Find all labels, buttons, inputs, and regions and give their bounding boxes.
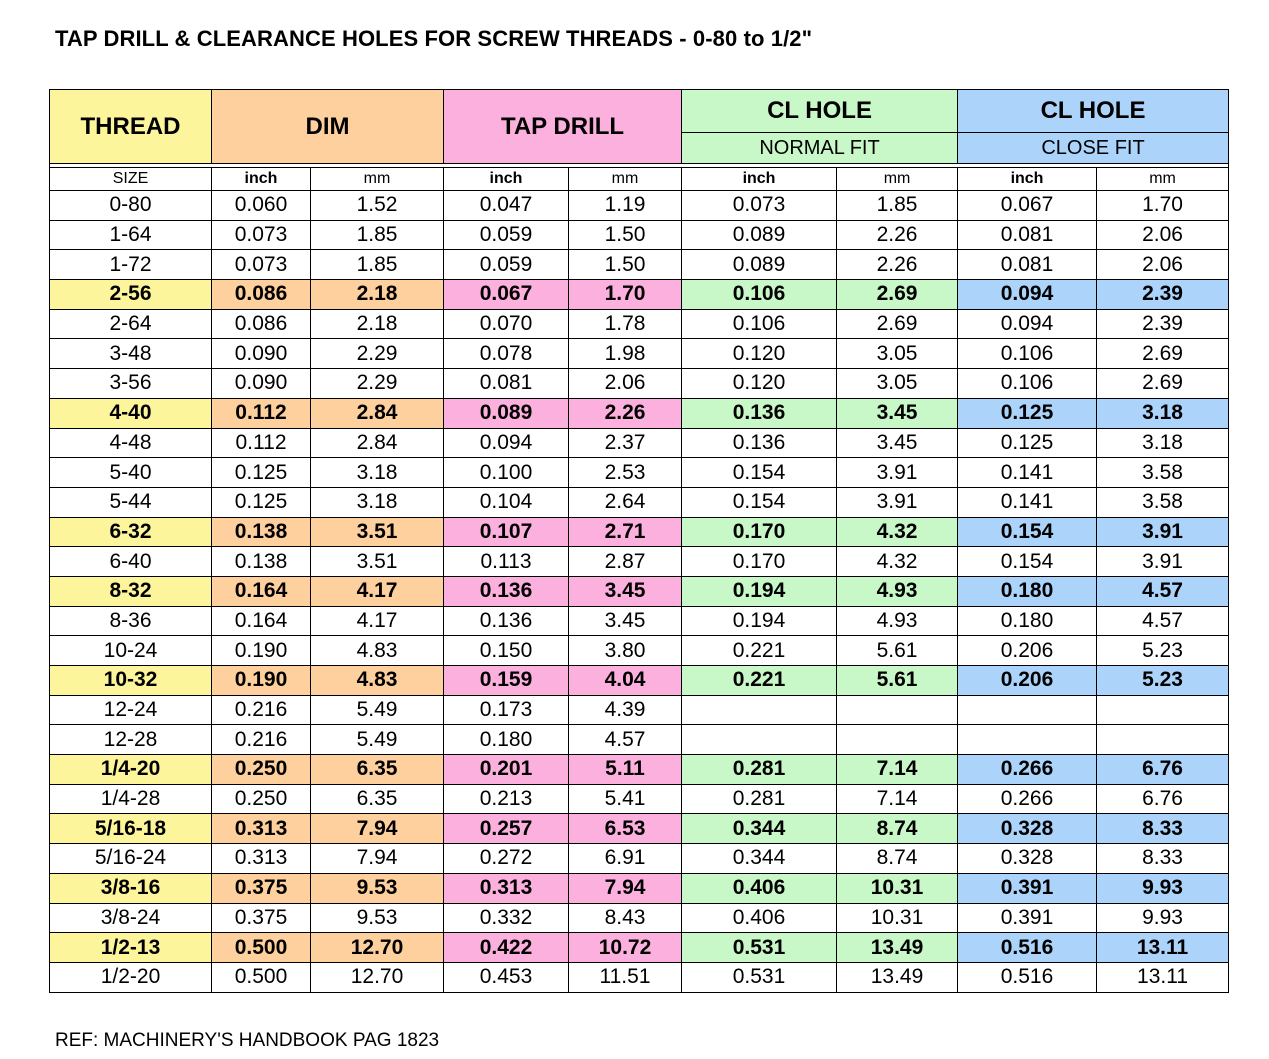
header-close-fit: CLOSE FIT xyxy=(958,133,1229,164)
cl-close-inch-cell: 0.081 xyxy=(958,220,1097,250)
tap-drill-mm-cell: 3.45 xyxy=(569,606,682,636)
cl-normal-mm-cell: 2.26 xyxy=(837,250,958,280)
cl-close-inch-cell: 0.081 xyxy=(958,250,1097,280)
cl-normal-inch-cell: 0.170 xyxy=(682,517,837,547)
dim-mm-cell: 3.51 xyxy=(311,547,444,577)
cl-normal-mm-cell: 13.49 xyxy=(837,933,958,963)
tap-drill-mm-cell: 1.50 xyxy=(569,250,682,280)
dim-mm-cell: 3.18 xyxy=(311,458,444,488)
cl-normal-inch-cell: 0.106 xyxy=(682,280,837,310)
unit-normal-mm: mm xyxy=(837,168,958,191)
cl-close-inch-cell: 0.141 xyxy=(958,458,1097,488)
cl-close-inch-cell: 0.154 xyxy=(958,517,1097,547)
cl-normal-inch-cell: 0.170 xyxy=(682,547,837,577)
reference-note: REF: MACHINERY'S HANDBOOK PAG 1823 xyxy=(55,1030,440,1051)
dim-mm-cell: 7.94 xyxy=(311,844,444,874)
dim-mm-cell: 3.18 xyxy=(311,487,444,517)
table-row xyxy=(50,844,1229,874)
cl-close-mm-cell xyxy=(1097,725,1229,755)
cl-normal-mm-cell: 3.05 xyxy=(837,369,958,399)
tap-drill-mm-cell: 1.78 xyxy=(569,309,682,339)
dim-inch-cell: 0.313 xyxy=(212,814,311,844)
cl-normal-mm-cell: 2.69 xyxy=(837,280,958,310)
cl-normal-mm-cell: 3.91 xyxy=(837,487,958,517)
tap-drill-inch-cell: 0.067 xyxy=(444,280,569,310)
dim-inch-cell: 0.216 xyxy=(212,725,311,755)
tap-drill-inch-cell: 0.136 xyxy=(444,576,569,606)
cl-normal-mm-cell xyxy=(837,725,958,755)
unit-tap-mm: mm xyxy=(569,168,682,191)
cl-normal-mm-cell: 1.85 xyxy=(837,191,958,221)
cl-close-inch-cell xyxy=(958,695,1097,725)
cl-normal-mm-cell: 2.69 xyxy=(837,309,958,339)
table-row xyxy=(50,220,1229,250)
cl-normal-mm-cell: 4.32 xyxy=(837,517,958,547)
thread-size-cell: 12-28 xyxy=(50,725,212,755)
cl-normal-inch-cell: 0.120 xyxy=(682,339,837,369)
cl-close-mm-cell: 2.69 xyxy=(1097,339,1229,369)
unit-size: SIZE xyxy=(50,168,212,191)
thread-size-cell: 5/16-24 xyxy=(50,844,212,874)
cl-normal-mm-cell: 3.45 xyxy=(837,398,958,428)
cl-close-inch-cell: 0.266 xyxy=(958,784,1097,814)
cl-normal-inch-cell: 0.531 xyxy=(682,933,837,963)
table-row-highlighted xyxy=(50,873,1229,903)
thread-size-cell: 8-32 xyxy=(50,576,212,606)
cl-close-mm-cell: 4.57 xyxy=(1097,606,1229,636)
cl-close-inch-cell: 0.328 xyxy=(958,814,1097,844)
dim-mm-cell: 1.52 xyxy=(311,191,444,221)
table-row xyxy=(50,369,1229,399)
dim-inch-cell: 0.073 xyxy=(212,250,311,280)
table-row xyxy=(50,903,1229,933)
dim-mm-cell: 2.18 xyxy=(311,280,444,310)
tap-drill-mm-cell: 8.43 xyxy=(569,903,682,933)
cl-close-mm-cell: 3.91 xyxy=(1097,547,1229,577)
cl-normal-mm-cell: 5.61 xyxy=(837,636,958,666)
dim-inch-cell: 0.090 xyxy=(212,339,311,369)
table-row-highlighted xyxy=(50,398,1229,428)
cl-close-inch-cell: 0.106 xyxy=(958,369,1097,399)
tap-drill-inch-cell: 0.213 xyxy=(444,784,569,814)
dim-inch-cell: 0.164 xyxy=(212,576,311,606)
cl-normal-inch-cell: 0.406 xyxy=(682,873,837,903)
cl-normal-mm-cell xyxy=(837,695,958,725)
tap-drill-inch-cell: 0.422 xyxy=(444,933,569,963)
cl-close-inch-cell: 0.266 xyxy=(958,755,1097,785)
dim-mm-cell: 9.53 xyxy=(311,873,444,903)
cl-normal-mm-cell: 7.14 xyxy=(837,755,958,785)
dim-inch-cell: 0.112 xyxy=(212,398,311,428)
tap-drill-inch-cell: 0.150 xyxy=(444,636,569,666)
cl-normal-inch-cell: 0.344 xyxy=(682,844,837,874)
cl-close-inch-cell: 0.154 xyxy=(958,547,1097,577)
cl-close-mm-cell: 6.76 xyxy=(1097,755,1229,785)
cl-normal-inch-cell: 0.120 xyxy=(682,369,837,399)
cl-normal-inch-cell: 0.281 xyxy=(682,755,837,785)
thread-size-cell: 1/4-20 xyxy=(50,755,212,785)
tap-drill-inch-cell: 0.081 xyxy=(444,369,569,399)
cl-normal-inch-cell: 0.194 xyxy=(682,576,837,606)
cl-close-mm-cell: 9.93 xyxy=(1097,903,1229,933)
thread-size-cell: 8-36 xyxy=(50,606,212,636)
tap-drill-inch-cell: 0.159 xyxy=(444,666,569,696)
cl-close-inch-cell: 0.125 xyxy=(958,398,1097,428)
tap-drill-mm-cell: 1.19 xyxy=(569,191,682,221)
cl-close-inch-cell: 0.206 xyxy=(958,666,1097,696)
tap-drill-mm-cell: 4.57 xyxy=(569,725,682,755)
header-normal-fit: NORMAL FIT xyxy=(682,133,958,164)
thread-size-cell: 12-24 xyxy=(50,695,212,725)
dim-inch-cell: 0.073 xyxy=(212,220,311,250)
dim-mm-cell: 2.29 xyxy=(311,339,444,369)
tap-drill-mm-cell: 2.26 xyxy=(569,398,682,428)
tap-drill-mm-cell: 4.04 xyxy=(569,666,682,696)
table-row-highlighted xyxy=(50,517,1229,547)
tap-drill-mm-cell: 7.94 xyxy=(569,873,682,903)
tap-drill-mm-cell: 3.80 xyxy=(569,636,682,666)
table-row xyxy=(50,784,1229,814)
tap-drill-mm-cell: 11.51 xyxy=(569,962,682,992)
tap-drill-inch-cell: 0.059 xyxy=(444,250,569,280)
tap-drill-inch-cell: 0.173 xyxy=(444,695,569,725)
dim-inch-cell: 0.125 xyxy=(212,458,311,488)
tap-drill-inch-cell: 0.078 xyxy=(444,339,569,369)
cl-close-inch-cell: 0.125 xyxy=(958,428,1097,458)
tap-drill-inch-cell: 0.272 xyxy=(444,844,569,874)
unit-normal-inch: inch xyxy=(682,168,837,191)
header-cl-hole-close: CL HOLE xyxy=(958,90,1229,133)
table-row xyxy=(50,191,1229,221)
table-row-highlighted xyxy=(50,755,1229,785)
thread-size-cell: 5-40 xyxy=(50,458,212,488)
table-row-highlighted xyxy=(50,280,1229,310)
unit-dim-inch: inch xyxy=(212,168,311,191)
tap-drill-inch-cell: 0.313 xyxy=(444,873,569,903)
thread-size-cell: 4-48 xyxy=(50,428,212,458)
cl-close-mm-cell: 2.39 xyxy=(1097,280,1229,310)
dim-mm-cell: 9.53 xyxy=(311,903,444,933)
cl-close-mm-cell: 5.23 xyxy=(1097,636,1229,666)
tap-drill-mm-cell: 5.41 xyxy=(569,784,682,814)
dim-inch-cell: 0.375 xyxy=(212,903,311,933)
cl-close-inch-cell xyxy=(958,725,1097,755)
tap-drill-inch-cell: 0.180 xyxy=(444,725,569,755)
thread-size-cell: 3-48 xyxy=(50,339,212,369)
cl-close-inch-cell: 0.516 xyxy=(958,962,1097,992)
dim-inch-cell: 0.250 xyxy=(212,784,311,814)
header-tap-drill: TAP DRILL xyxy=(444,90,682,164)
dim-inch-cell: 0.112 xyxy=(212,428,311,458)
cl-normal-inch-cell: 0.406 xyxy=(682,903,837,933)
cl-close-inch-cell: 0.067 xyxy=(958,191,1097,221)
cl-normal-mm-cell: 7.14 xyxy=(837,784,958,814)
cl-normal-mm-cell: 3.45 xyxy=(837,428,958,458)
cl-normal-inch-cell: 0.344 xyxy=(682,814,837,844)
screw-thread-table xyxy=(49,89,1229,993)
tap-drill-mm-cell: 10.72 xyxy=(569,933,682,963)
cl-close-mm-cell: 8.33 xyxy=(1097,814,1229,844)
dim-inch-cell: 0.060 xyxy=(212,191,311,221)
tap-drill-mm-cell: 4.39 xyxy=(569,695,682,725)
thread-size-cell: 5/16-18 xyxy=(50,814,212,844)
header-thread: THREAD xyxy=(50,90,212,164)
cl-normal-inch-cell: 0.136 xyxy=(682,428,837,458)
dim-inch-cell: 0.164 xyxy=(212,606,311,636)
tap-drill-inch-cell: 0.089 xyxy=(444,398,569,428)
cl-close-inch-cell: 0.516 xyxy=(958,933,1097,963)
dim-mm-cell: 12.70 xyxy=(311,962,444,992)
dim-inch-cell: 0.090 xyxy=(212,369,311,399)
thread-size-cell: 2-56 xyxy=(50,280,212,310)
tap-drill-inch-cell: 0.104 xyxy=(444,487,569,517)
dim-inch-cell: 0.216 xyxy=(212,695,311,725)
dim-mm-cell: 6.35 xyxy=(311,784,444,814)
cl-close-mm-cell: 2.39 xyxy=(1097,309,1229,339)
cl-close-mm-cell: 3.58 xyxy=(1097,487,1229,517)
unit-close-mm: mm xyxy=(1097,168,1229,191)
tap-drill-inch-cell: 0.100 xyxy=(444,458,569,488)
thread-size-cell: 10-32 xyxy=(50,666,212,696)
cl-close-mm-cell: 8.33 xyxy=(1097,844,1229,874)
cl-normal-inch-cell: 0.531 xyxy=(682,962,837,992)
tap-drill-inch-cell: 0.094 xyxy=(444,428,569,458)
table-row-highlighted xyxy=(50,576,1229,606)
table-row xyxy=(50,339,1229,369)
table-row xyxy=(50,309,1229,339)
cl-close-mm-cell: 2.06 xyxy=(1097,250,1229,280)
tap-drill-inch-cell: 0.059 xyxy=(444,220,569,250)
cl-normal-inch-cell: 0.089 xyxy=(682,250,837,280)
tap-drill-mm-cell: 6.53 xyxy=(569,814,682,844)
dim-mm-cell: 2.18 xyxy=(311,309,444,339)
dim-inch-cell: 0.375 xyxy=(212,873,311,903)
cl-close-mm-cell: 3.58 xyxy=(1097,458,1229,488)
dim-mm-cell: 2.29 xyxy=(311,369,444,399)
dim-mm-cell: 2.84 xyxy=(311,398,444,428)
dim-inch-cell: 0.313 xyxy=(212,844,311,874)
thread-size-cell: 1/2-13 xyxy=(50,933,212,963)
units-row xyxy=(50,168,1229,191)
tap-drill-inch-cell: 0.107 xyxy=(444,517,569,547)
cl-normal-inch-cell: 0.089 xyxy=(682,220,837,250)
thread-size-cell: 2-64 xyxy=(50,309,212,339)
cl-normal-mm-cell: 10.31 xyxy=(837,903,958,933)
dim-inch-cell: 0.500 xyxy=(212,962,311,992)
thread-size-cell: 0-80 xyxy=(50,191,212,221)
dim-inch-cell: 0.250 xyxy=(212,755,311,785)
cl-normal-inch-cell xyxy=(682,725,837,755)
dim-mm-cell: 4.17 xyxy=(311,576,444,606)
cl-close-inch-cell: 0.391 xyxy=(958,903,1097,933)
cl-close-inch-cell: 0.094 xyxy=(958,309,1097,339)
thread-size-cell: 5-44 xyxy=(50,487,212,517)
cl-close-mm-cell xyxy=(1097,695,1229,725)
dim-mm-cell: 4.17 xyxy=(311,606,444,636)
thread-size-cell: 6-40 xyxy=(50,547,212,577)
dim-inch-cell: 0.086 xyxy=(212,280,311,310)
dim-inch-cell: 0.125 xyxy=(212,487,311,517)
cl-close-inch-cell: 0.206 xyxy=(958,636,1097,666)
dim-mm-cell: 5.49 xyxy=(311,695,444,725)
cl-normal-inch-cell: 0.106 xyxy=(682,309,837,339)
tap-drill-inch-cell: 0.201 xyxy=(444,755,569,785)
unit-tap-inch: inch xyxy=(444,168,569,191)
dim-mm-cell: 1.85 xyxy=(311,220,444,250)
table-row xyxy=(50,428,1229,458)
cl-close-inch-cell: 0.106 xyxy=(958,339,1097,369)
cl-close-inch-cell: 0.141 xyxy=(958,487,1097,517)
header-cl-hole-normal: CL HOLE xyxy=(682,90,958,133)
cl-close-inch-cell: 0.328 xyxy=(958,844,1097,874)
cl-normal-mm-cell: 4.32 xyxy=(837,547,958,577)
dim-inch-cell: 0.190 xyxy=(212,636,311,666)
tap-drill-mm-cell: 2.53 xyxy=(569,458,682,488)
cl-normal-inch-cell: 0.281 xyxy=(682,784,837,814)
cl-close-mm-cell: 1.70 xyxy=(1097,191,1229,221)
cl-normal-inch-cell: 0.154 xyxy=(682,458,837,488)
cl-normal-mm-cell: 8.74 xyxy=(837,814,958,844)
thread-size-cell: 3-56 xyxy=(50,369,212,399)
cl-normal-inch-cell: 0.136 xyxy=(682,398,837,428)
table-row-highlighted xyxy=(50,814,1229,844)
tap-drill-mm-cell: 1.70 xyxy=(569,280,682,310)
tap-drill-mm-cell: 2.71 xyxy=(569,517,682,547)
header-dim: DIM xyxy=(212,90,444,164)
table-row xyxy=(50,636,1229,666)
tap-drill-inch-cell: 0.113 xyxy=(444,547,569,577)
cl-close-inch-cell: 0.094 xyxy=(958,280,1097,310)
cl-normal-inch-cell: 0.154 xyxy=(682,487,837,517)
dim-inch-cell: 0.086 xyxy=(212,309,311,339)
cl-close-mm-cell: 3.18 xyxy=(1097,398,1229,428)
cl-normal-mm-cell: 2.26 xyxy=(837,220,958,250)
thread-size-cell: 4-40 xyxy=(50,398,212,428)
tap-drill-mm-cell: 2.06 xyxy=(569,369,682,399)
cl-close-mm-cell: 3.18 xyxy=(1097,428,1229,458)
cl-normal-inch-cell: 0.194 xyxy=(682,606,837,636)
tap-drill-mm-cell: 6.91 xyxy=(569,844,682,874)
tap-drill-mm-cell: 2.64 xyxy=(569,487,682,517)
cl-normal-mm-cell: 10.31 xyxy=(837,873,958,903)
dim-mm-cell: 4.83 xyxy=(311,666,444,696)
cl-normal-inch-cell: 0.073 xyxy=(682,191,837,221)
thread-size-cell: 10-24 xyxy=(50,636,212,666)
table-row xyxy=(50,250,1229,280)
table-row-highlighted xyxy=(50,933,1229,963)
dim-mm-cell: 7.94 xyxy=(311,814,444,844)
cl-close-mm-cell: 2.06 xyxy=(1097,220,1229,250)
cl-close-mm-cell: 6.76 xyxy=(1097,784,1229,814)
dim-inch-cell: 0.500 xyxy=(212,933,311,963)
tap-drill-inch-cell: 0.070 xyxy=(444,309,569,339)
table-row xyxy=(50,962,1229,992)
table-row xyxy=(50,725,1229,755)
dim-inch-cell: 0.190 xyxy=(212,666,311,696)
table-row-highlighted xyxy=(50,666,1229,696)
dim-mm-cell: 1.85 xyxy=(311,250,444,280)
cl-close-mm-cell: 4.57 xyxy=(1097,576,1229,606)
unit-close-inch: inch xyxy=(958,168,1097,191)
tap-drill-mm-cell: 2.87 xyxy=(569,547,682,577)
cl-normal-mm-cell: 13.49 xyxy=(837,962,958,992)
thread-size-cell: 3/8-16 xyxy=(50,873,212,903)
cl-close-mm-cell: 13.11 xyxy=(1097,933,1229,963)
tap-drill-inch-cell: 0.047 xyxy=(444,191,569,221)
tap-drill-inch-cell: 0.332 xyxy=(444,903,569,933)
unit-dim-mm: mm xyxy=(311,168,444,191)
cl-normal-mm-cell: 3.05 xyxy=(837,339,958,369)
thread-size-cell: 6-32 xyxy=(50,517,212,547)
table-row xyxy=(50,695,1229,725)
cl-close-mm-cell: 13.11 xyxy=(1097,962,1229,992)
tap-drill-inch-cell: 0.136 xyxy=(444,606,569,636)
tap-drill-mm-cell: 1.98 xyxy=(569,339,682,369)
tap-drill-inch-cell: 0.453 xyxy=(444,962,569,992)
thread-size-cell: 1-72 xyxy=(50,250,212,280)
tap-drill-inch-cell: 0.257 xyxy=(444,814,569,844)
cl-close-mm-cell: 3.91 xyxy=(1097,517,1229,547)
cl-normal-inch-cell: 0.221 xyxy=(682,636,837,666)
cl-normal-mm-cell: 4.93 xyxy=(837,576,958,606)
dim-inch-cell: 0.138 xyxy=(212,547,311,577)
dim-mm-cell: 3.51 xyxy=(311,517,444,547)
thread-size-cell: 1/2-20 xyxy=(50,962,212,992)
cl-normal-mm-cell: 4.93 xyxy=(837,606,958,636)
cl-close-mm-cell: 5.23 xyxy=(1097,666,1229,696)
dim-mm-cell: 2.84 xyxy=(311,428,444,458)
page-title: TAP DRILL & CLEARANCE HOLES FOR SCREW THREADS - 0-80 to 1/2" xyxy=(55,26,813,51)
table-row xyxy=(50,547,1229,577)
tap-drill-mm-cell: 3.45 xyxy=(569,576,682,606)
dim-mm-cell: 5.49 xyxy=(311,725,444,755)
table-row xyxy=(50,487,1229,517)
cl-close-inch-cell: 0.391 xyxy=(958,873,1097,903)
dim-inch-cell: 0.138 xyxy=(212,517,311,547)
cl-normal-mm-cell: 3.91 xyxy=(837,458,958,488)
dim-mm-cell: 4.83 xyxy=(311,636,444,666)
cl-close-inch-cell: 0.180 xyxy=(958,576,1097,606)
dim-mm-cell: 12.70 xyxy=(311,933,444,963)
thread-size-cell: 1-64 xyxy=(50,220,212,250)
cl-close-mm-cell: 2.69 xyxy=(1097,369,1229,399)
table-row xyxy=(50,606,1229,636)
thread-size-cell: 1/4-28 xyxy=(50,784,212,814)
cl-normal-inch-cell: 0.221 xyxy=(682,666,837,696)
cl-normal-inch-cell xyxy=(682,695,837,725)
cl-normal-mm-cell: 5.61 xyxy=(837,666,958,696)
tap-drill-mm-cell: 5.11 xyxy=(569,755,682,785)
tap-drill-mm-cell: 2.37 xyxy=(569,428,682,458)
table-row xyxy=(50,458,1229,488)
dim-mm-cell: 6.35 xyxy=(311,755,444,785)
cl-normal-mm-cell: 8.74 xyxy=(837,844,958,874)
cl-close-inch-cell: 0.180 xyxy=(958,606,1097,636)
cl-close-mm-cell: 9.93 xyxy=(1097,873,1229,903)
tap-drill-mm-cell: 1.50 xyxy=(569,220,682,250)
thread-size-cell: 3/8-24 xyxy=(50,903,212,933)
